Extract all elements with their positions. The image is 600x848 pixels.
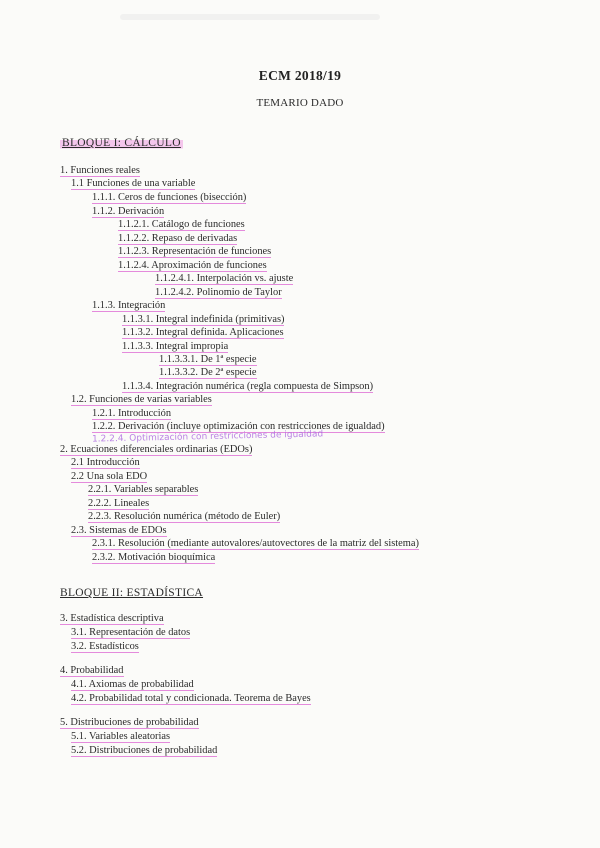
scan-smudge — [120, 14, 380, 20]
document-title: ECM 2018/19 — [258, 68, 342, 83]
topic-2-3-2: 2.3.2. Motivación bioquímica — [92, 552, 216, 563]
topic-5-2: 5.2. Distribuciones de probabilidad — [71, 745, 218, 756]
topic-1-1-2-4-1: 1.1.2.4.1. Interpolación vs. ajuste — [155, 273, 294, 284]
topic-1-2-2: 1.2.2. Derivación (incluye optimización con restricciones de igualdad) — [92, 421, 385, 432]
topic-2-1: 2.1 Introducción — [71, 457, 140, 468]
topic-1-1-3-4: 1.1.3.4. Integración numérica (regla compuesta de Simpson) — [122, 381, 374, 392]
topic-1-1-2-2: 1.1.2.2. Repaso de derivadas — [118, 233, 238, 244]
topic-2-3: 2.3. Sistemas de EDOs — [71, 525, 167, 536]
topic-1-2-1: 1.2.1. Introducción — [92, 408, 172, 419]
topic-1-1-2-4: 1.1.2.4. Aproximación de funciones — [118, 260, 267, 271]
topic-4: 4. Probabilidad — [60, 665, 124, 676]
topic-1-1-2-3: 1.1.2.3. Representación de funciones — [118, 246, 272, 257]
topic-1-1-3-2: 1.1.3.2. Integral definida. Aplicaciones — [122, 327, 284, 338]
topic-5-1: 5.1. Variables aleatorias — [71, 731, 171, 742]
topic-3-2: 3.2. Estadísticos — [71, 641, 139, 652]
topic-2-2: 2.2 Una sola EDO — [71, 471, 148, 482]
topic-3-1: 3.1. Representación de datos — [71, 627, 191, 638]
block-1-heading — [60, 137, 183, 149]
topic-2-2-3: 2.2.3. Resolución numérica (método de Euler) — [88, 511, 281, 522]
topic-4-1: 4.1. Axiomas de probabilidad — [71, 679, 194, 690]
topic-1-1: 1.1 Funciones de una variable — [71, 178, 196, 189]
topic-1-1-1: 1.1.1. Ceros de funciones (bisección) — [92, 192, 247, 203]
topic-1-1-3-3-2: 1.1.3.3.2. De 2ª especie — [159, 367, 257, 378]
topic-2-2-1: 2.2.1. Variables separables — [88, 484, 199, 495]
handwritten-note: 1.2.2.4. Optimización con restricciones de igualdad — [91, 429, 324, 445]
topic-2: 2. Ecuaciones diferenciales ordinarias (EDOs) — [60, 444, 253, 455]
topic-1-1-2: 1.1.2. Derivación — [92, 206, 165, 217]
block-2-heading: BLOQUE II: ESTADÍSTICA — [60, 587, 204, 599]
topic-2-2-2: 2.2.2. Lineales — [88, 498, 150, 509]
topic-1-1-3: 1.1.3. Integración — [92, 300, 166, 311]
topic-1-1-2-1: 1.1.2.1. Catálogo de funciones — [118, 219, 245, 230]
block-1-heading-text: BLOQUE I: CÁLCULO — [62, 137, 181, 149]
topic-1-2: 1.2. Funciones de varias variables — [71, 394, 212, 405]
topic-1-1-3-1: 1.1.3.1. Integral indefinida (primitivas) — [122, 314, 285, 325]
topic-1-1-3-3-1: 1.1.3.3.1. De 1ª especie — [159, 354, 257, 365]
topic-5: 5. Distribuciones de probabilidad — [60, 717, 199, 728]
topic-1-1-2-4-2: 1.1.2.4.2. Polinomio de Taylor — [155, 287, 282, 298]
topic-1-1-3-3: 1.1.3.3. Integral impropia — [122, 341, 229, 352]
topic-4-2: 4.2. Probabilidad total y condicionada. Teorema de Bayes — [71, 693, 311, 704]
topic-3: 3. Estadística descriptiva — [60, 613, 164, 624]
document-subtitle: TEMARIO DADO — [256, 97, 344, 109]
topic-2-3-1: 2.3.1. Resolución (mediante autovalores/autovectores de la matriz del sistema) — [92, 538, 419, 549]
topic-1: 1. Funciones reales — [60, 165, 140, 176]
